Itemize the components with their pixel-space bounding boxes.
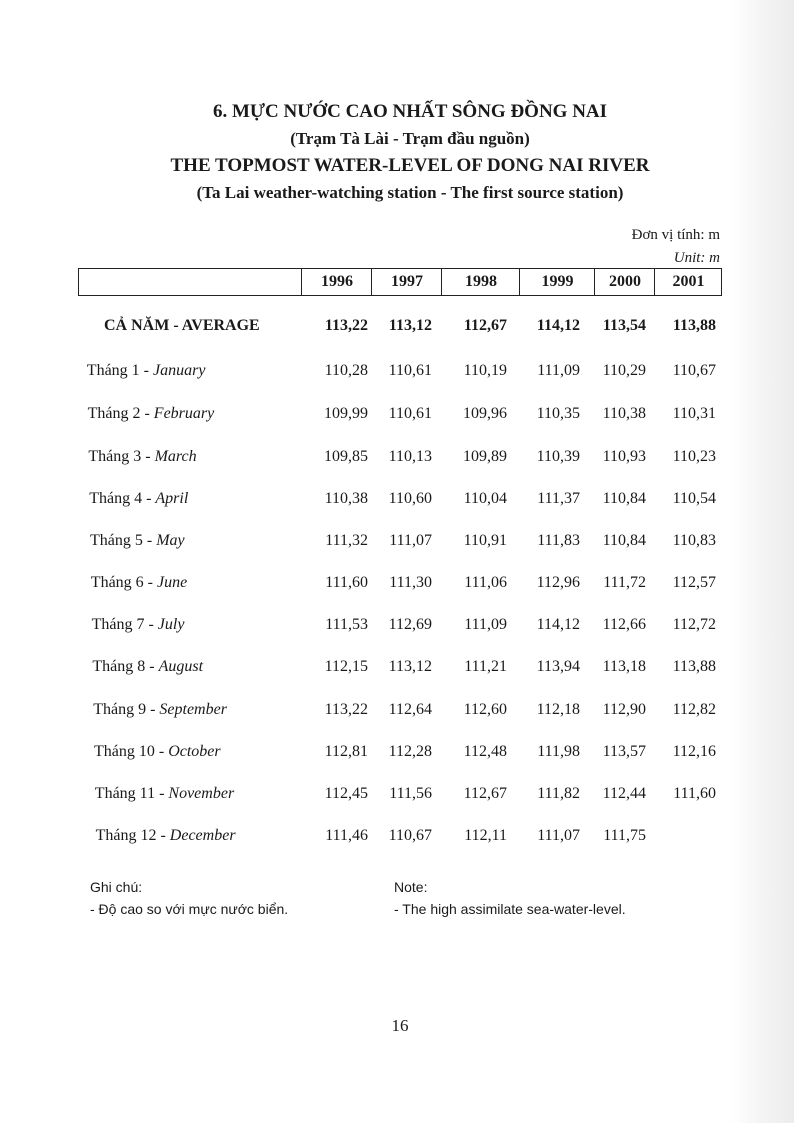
- table-cell: 110,84: [602, 532, 646, 549]
- table-cell: 110,13: [388, 448, 432, 465]
- table-cell: 111,06: [464, 574, 507, 591]
- table-cell: 113,94: [536, 658, 580, 675]
- table-cell: 112,15: [324, 658, 368, 675]
- table-cell: 112,81: [324, 743, 368, 760]
- table-row: [0, 570, 794, 596]
- row-label-en: June: [157, 574, 188, 591]
- row-label: [89, 486, 188, 512]
- table-cell: 113,22: [324, 701, 368, 718]
- title-block: [130, 98, 690, 206]
- table-cell: 110,93: [602, 448, 646, 465]
- table-cell: 109,85: [324, 448, 368, 465]
- row-label-en: July: [157, 616, 185, 633]
- table-cell: 112,60: [463, 701, 507, 718]
- table-cell: 112,67: [463, 317, 507, 334]
- year-header: 1996: [301, 269, 372, 295]
- table-row: [0, 739, 794, 765]
- table-cell: 112,72: [672, 616, 716, 633]
- table-cell: 109,96: [463, 405, 507, 422]
- row-label-vi: Tháng 10 -: [94, 743, 169, 760]
- table-cell: 110,61: [388, 405, 432, 422]
- row-label: [90, 528, 185, 554]
- row-label-vi: Tháng 4 -: [89, 490, 156, 507]
- table-cell: 114,12: [536, 317, 580, 334]
- table-cell: 112,16: [672, 743, 716, 760]
- subtitle-en: (Ta Lai weather-watching station - The first source station): [196, 183, 624, 202]
- table-row: [0, 823, 794, 849]
- row-label-en: February: [153, 405, 215, 422]
- table-cell: 110,29: [602, 362, 646, 379]
- row-label-vi: Tháng 5 -: [90, 532, 157, 549]
- notes-en: [394, 876, 626, 920]
- table-cell: 112,82: [672, 701, 716, 718]
- table-cell: 112,48: [463, 743, 507, 760]
- row-label: [88, 444, 196, 470]
- year-header: 1999: [519, 269, 595, 295]
- table-cell: 113,57: [602, 743, 646, 760]
- row-label: [92, 654, 203, 680]
- table-cell: 110,31: [672, 405, 716, 422]
- row-label-vi: Tháng 11 -: [94, 785, 169, 802]
- notes-vi: [90, 876, 288, 920]
- table-cell: 110,04: [463, 490, 507, 507]
- row-label: [96, 823, 236, 849]
- row-label-vi: CẢ NĂM - AVERAGE: [104, 317, 260, 334]
- table-row: [0, 358, 794, 384]
- table-cell: 110,23: [672, 448, 716, 465]
- row-label-en: September: [159, 701, 227, 718]
- table-cell: 110,67: [388, 827, 432, 844]
- table-cell: 111,56: [389, 785, 432, 802]
- year-header: 1998: [441, 269, 520, 295]
- notes-vi-heading: Ghi chú:: [90, 879, 143, 895]
- table-cell: 109,99: [324, 405, 368, 422]
- unit-block: [632, 224, 720, 270]
- row-label-en: December: [169, 827, 236, 844]
- table-row: [0, 486, 794, 512]
- table-row: [0, 781, 794, 807]
- table-cell: 113,88: [672, 658, 716, 675]
- notes-vi-text: - Độ cao so với mực nước biển.: [90, 901, 289, 917]
- table-row: [0, 444, 794, 470]
- table-cell: 110,84: [602, 490, 646, 507]
- table-cell: 112,64: [388, 701, 432, 718]
- year-header: 2001: [654, 269, 722, 295]
- table-header-row: [78, 268, 722, 296]
- table-cell: 111,83: [537, 532, 580, 549]
- table-cell: 111,09: [537, 362, 580, 379]
- row-label: [92, 612, 185, 638]
- table-cell: 113,22: [324, 317, 368, 334]
- year-header: 2000: [594, 269, 655, 295]
- row-label-en: April: [155, 490, 189, 507]
- row-label-en: March: [154, 448, 197, 465]
- table-cell: 112,57: [672, 574, 716, 591]
- notes-en-text: - The high assimilate sea-water-level.: [394, 901, 626, 917]
- year-header: 1997: [371, 269, 442, 295]
- table-cell: 112,28: [388, 743, 432, 760]
- row-label-vi: Tháng 7 -: [91, 616, 158, 633]
- table-cell: 110,38: [602, 405, 646, 422]
- title-en: THE TOPMOST WATER-LEVEL OF DONG NAI RIVER: [170, 155, 650, 176]
- table-cell: 110,19: [463, 362, 507, 379]
- unit-en: Unit: m: [673, 250, 720, 266]
- table-cell: 113,54: [602, 317, 646, 334]
- table-row-average: [0, 313, 794, 339]
- table-cell: 111,60: [673, 785, 716, 802]
- row-label: [94, 739, 221, 765]
- row-label-vi: Tháng 8 -: [92, 658, 159, 675]
- table-cell: 111,75: [603, 827, 646, 844]
- table-cell: 112,45: [324, 785, 368, 802]
- row-label-vi: Tháng 1 -: [86, 362, 153, 379]
- table-cell: 111,09: [464, 616, 507, 633]
- table-cell: 112,67: [463, 785, 507, 802]
- table-row: [0, 401, 794, 427]
- page-number: 16: [391, 1016, 409, 1035]
- table-cell: 113,12: [388, 658, 432, 675]
- table-cell: 111,98: [537, 743, 580, 760]
- table-cell: 110,28: [324, 362, 368, 379]
- row-label: [88, 401, 215, 427]
- table-cell: 110,91: [463, 532, 507, 549]
- row-label-en: October: [168, 743, 221, 760]
- notes-en-heading: Note:: [394, 879, 428, 895]
- table-cell: 111,32: [325, 532, 368, 549]
- unit-vi: Đơn vị tính: m: [631, 227, 720, 243]
- table-cell: 111,60: [325, 574, 368, 591]
- subtitle-vi: (Trạm Tà Lài - Trạm đầu nguồn): [290, 129, 530, 148]
- row-label: [93, 697, 227, 723]
- table-cell: 110,61: [388, 362, 432, 379]
- table-cell: 112,66: [602, 616, 646, 633]
- row-label-vi: Tháng 3 -: [88, 448, 155, 465]
- table-cell: 111,21: [464, 658, 507, 675]
- table-row: [0, 612, 794, 638]
- table-row: [0, 697, 794, 723]
- row-label: [87, 358, 206, 384]
- row-label-en: November: [168, 785, 235, 802]
- table-cell: 109,89: [463, 448, 507, 465]
- table-cell: 111,53: [325, 616, 368, 633]
- table-cell: 110,35: [536, 405, 580, 422]
- table-cell: 110,38: [324, 490, 368, 507]
- table-cell: 110,67: [672, 362, 716, 379]
- table-cell: 111,30: [389, 574, 432, 591]
- row-label-en: August: [158, 658, 204, 675]
- row-label-vi: Tháng 12 -: [95, 827, 170, 844]
- table-row: [0, 654, 794, 680]
- table-cell: 113,88: [672, 317, 716, 334]
- row-label-vi: Tháng 9 -: [93, 701, 160, 718]
- table-cell: 112,90: [602, 701, 646, 718]
- table-cell: 110,39: [536, 448, 580, 465]
- row-label: [91, 570, 187, 596]
- table-cell: 110,83: [672, 532, 716, 549]
- table-cell: 111,46: [325, 827, 368, 844]
- row-label-en: May: [156, 532, 185, 549]
- table-cell: 111,07: [389, 532, 432, 549]
- table-cell: 112,44: [602, 785, 646, 802]
- header-label-cell: [79, 269, 301, 295]
- table-cell: 110,60: [388, 490, 432, 507]
- row-label-vi: Tháng 6 -: [90, 574, 157, 591]
- table-cell: 110,54: [672, 490, 716, 507]
- table-cell: 111,07: [537, 827, 580, 844]
- table-row: [0, 528, 794, 554]
- row-label: [104, 313, 260, 339]
- table-cell: 113,12: [388, 317, 432, 334]
- row-label-vi: Tháng 2 -: [87, 405, 154, 422]
- table-cell: 111,37: [537, 490, 580, 507]
- row-label: [95, 781, 234, 807]
- table-cell: 111,72: [603, 574, 646, 591]
- title-vi: 6. MỰC NƯỚC CAO NHẤT SÔNG ĐỒNG NAI: [212, 101, 608, 122]
- row-label-en: January: [153, 362, 206, 379]
- table-cell: 112,96: [536, 574, 580, 591]
- table-cell: 114,12: [536, 616, 580, 633]
- table-cell: 112,18: [536, 701, 580, 718]
- table-cell: 112,69: [388, 616, 432, 633]
- table-cell: 111,82: [537, 785, 580, 802]
- table-cell: 112,11: [464, 827, 507, 844]
- table-cell: 113,18: [602, 658, 646, 675]
